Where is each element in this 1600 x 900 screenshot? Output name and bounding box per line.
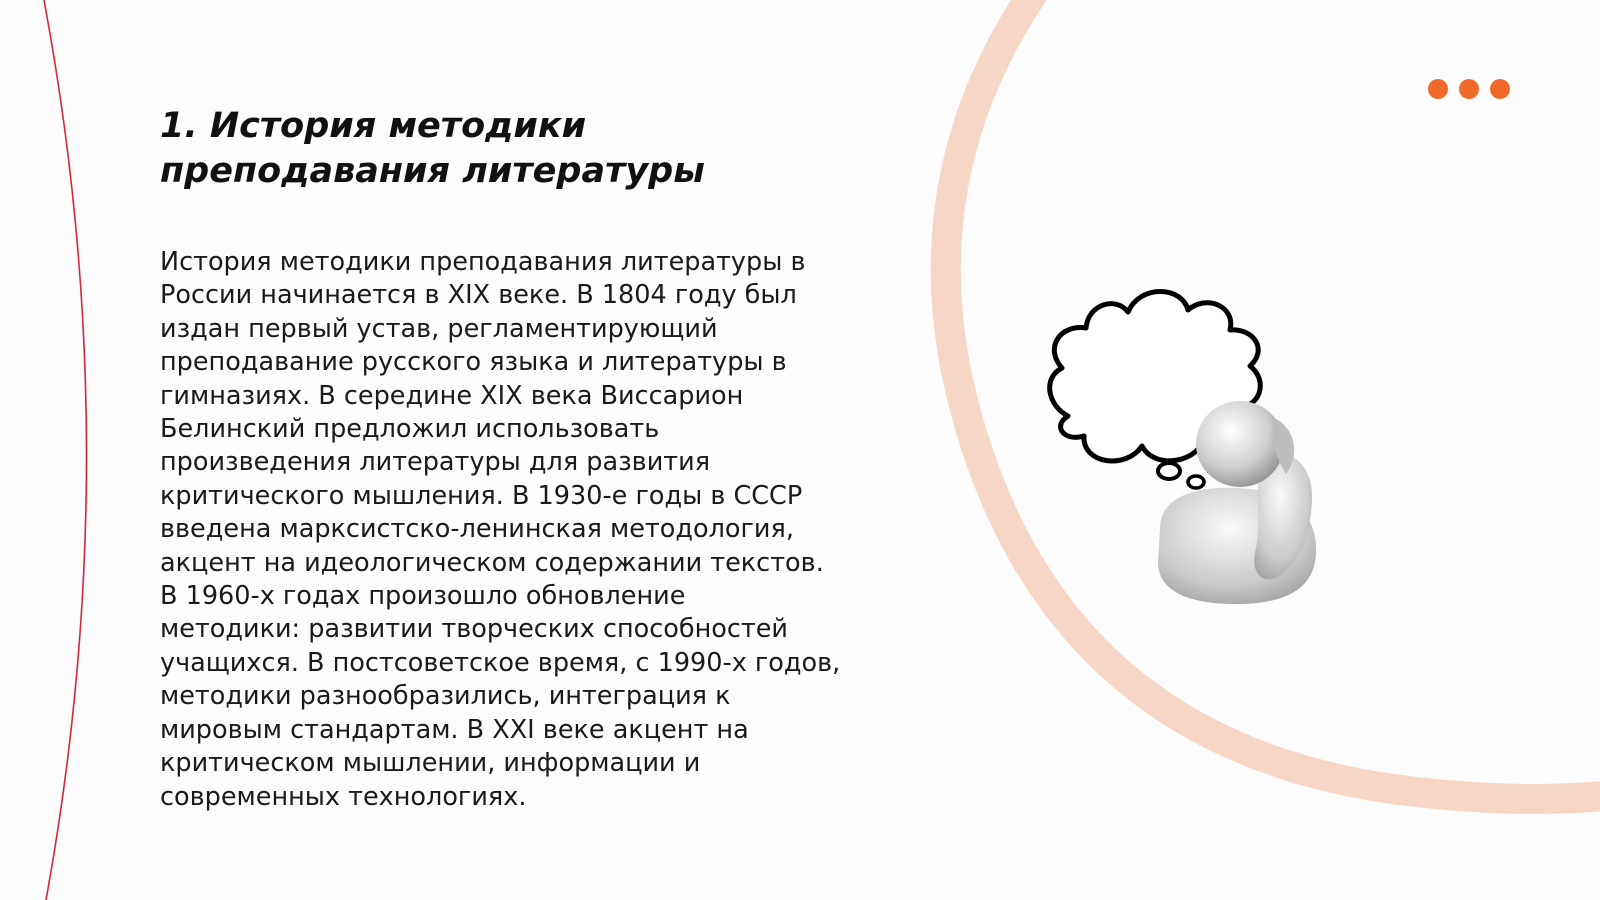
- left-edge-curve: [44, 0, 87, 900]
- body-line: гимназиях. В середине XIX века Виссарион: [160, 380, 744, 411]
- body-line: произведения литературы для развития: [160, 447, 711, 478]
- slide-body-text: [160, 246, 860, 814]
- slide-title-line: преподавания литературы: [160, 151, 705, 191]
- body-line: критического мышления. В 1930-е годы в СССР: [160, 480, 803, 511]
- body-line: методики: развитии творческих способностей: [160, 614, 788, 645]
- body-line: издан первый устав, регламентирующий: [160, 313, 718, 344]
- thinking-person-with-thought-bubble-icon: [1030, 278, 1350, 618]
- dot: [1490, 79, 1510, 99]
- slide-title: [160, 104, 800, 194]
- body-line: методики разнообразились, интеграция к: [160, 681, 731, 712]
- body-line: учащихся. В постсоветское время, с 1990-х годов,: [160, 647, 841, 678]
- body-line: мировым стандартам. В XXI веке акцент на: [160, 714, 749, 745]
- body-line: преподавание русского языка и литературы в: [160, 347, 787, 378]
- body-line: введена марксистско-ленинская методология,: [160, 514, 794, 545]
- three-dots-icon: [1428, 79, 1510, 99]
- body-line: Белинский предложил использовать: [160, 414, 660, 445]
- dot: [1459, 79, 1479, 99]
- body-line: современных технологиях.: [160, 781, 527, 812]
- slide-title-line: 1. История методики: [160, 106, 587, 146]
- dot: [1428, 79, 1448, 99]
- body-line: В 1960-х годах произошло обновление: [160, 581, 686, 612]
- body-line: акцент на идеологическом содержании текстов.: [160, 547, 824, 578]
- body-line: критическом мышлении, информации и: [160, 748, 701, 779]
- body-line: России начинается в XIX веке. В 1804 году был: [160, 280, 797, 311]
- body-line: История методики преподавания литературы в: [160, 247, 806, 277]
